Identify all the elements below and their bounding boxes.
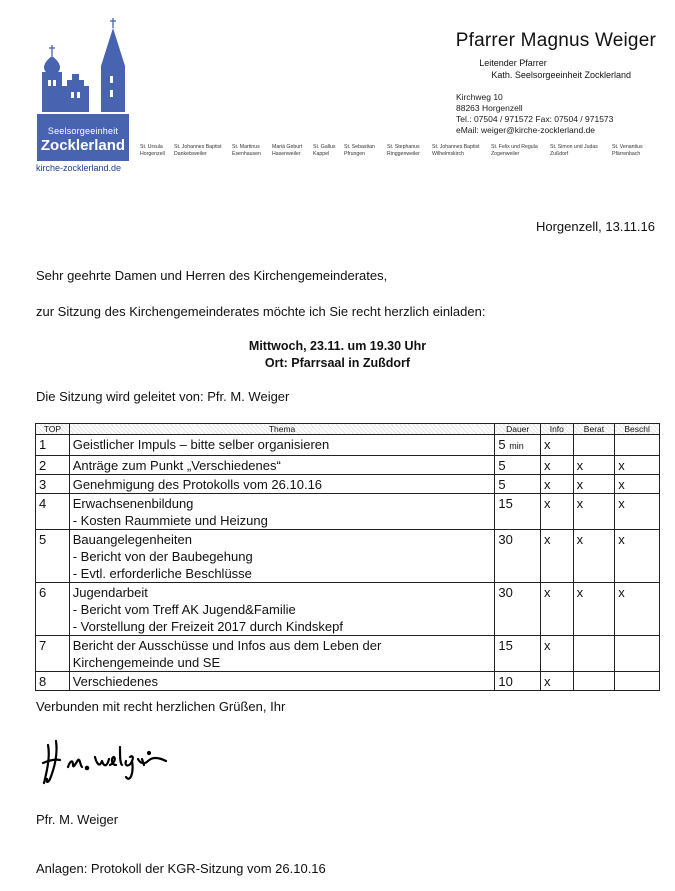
agenda-beschl: x [615,456,660,475]
agenda-berat: x [573,583,615,636]
parish-item: St. Simon und Judas Zußdorf [550,144,598,157]
agenda-topic: Verschiedenes [69,672,495,691]
agenda-beschl [615,672,660,691]
header-beschl: Beschl [615,424,660,435]
agenda-duration: 10 [495,672,541,691]
parish-item: St. Sebastian Pfrungen [344,144,375,157]
parish-item: St. Martinus Esenhausen [232,144,261,157]
agenda-topic: Jugendarbeit - Bericht vom Treff AK Jugend&Familie - Vorstellung der Freizeit 2017 durch Kindskepf [69,583,495,636]
agenda-duration: 30 [495,530,541,583]
website-link[interactable]: kirche-zocklerland.de [36,163,122,173]
sender-street: Kirchweg 10 [456,92,503,102]
agenda-row [36,636,660,672]
meeting-place: Ort: Pfarrsaal in Zußdorf [264,356,411,370]
agenda-table [35,423,660,691]
logo-line1: Seelsorgeeinheit [47,126,119,136]
agenda-topic: Bericht der Ausschüsse und Infos aus dem Leben der Kirchengemeinde und SE [69,636,495,672]
sender-role: Leitender Pfarrer [479,58,547,68]
agenda-duration: 15 [495,494,541,530]
agenda-berat [573,636,615,672]
agenda-top: 1 [36,435,70,456]
agenda-beschl: x [615,530,660,583]
agenda-topic: Anträge zum Punkt „Verschiedenes“ [69,456,495,475]
agenda-row [36,494,660,530]
agenda-top: 2 [36,456,70,475]
agenda-berat [573,672,615,691]
parish-item: St. Felix und Regula Zogenweiler [491,144,538,157]
parish-item: St. Johannes Baptist Wilhelmskirch [432,144,480,157]
sender-org: Kath. Seelsorgeeinheit Zocklerland [491,70,631,80]
logo-line2: Zocklerland [40,137,126,154]
agenda-topic: Genehmigung des Protokolls vom 26.10.16 [69,475,495,494]
agenda-top: 7 [36,636,70,672]
agenda-beschl: x [615,583,660,636]
sender-name: Pfarrer Magnus Weiger [455,30,656,51]
agenda-top: 4 [36,494,70,530]
agenda-info: x [540,456,573,475]
parish-item: St. Johannes Baptist Danketsweiler [174,144,222,157]
agenda-top: 5 [36,530,70,583]
sender-phone: Tel.: 07504 / 971572 Fax: 07504 / 971573 [456,114,614,124]
meeting-info [0,338,675,372]
agenda-top: 8 [36,672,70,691]
parish-item: St. Ursula Horgenzell [140,144,165,157]
meeting-time: Mittwoch, 23.11. um 19.30 Uhr [248,339,427,353]
agenda-beschl [615,636,660,672]
header-info: Info [540,424,573,435]
agenda-row [36,672,660,691]
header-berat: Berat [573,424,615,435]
header-thema: Thema [69,424,495,435]
sender-email[interactable]: eMail: weiger@kirche-zocklerland.de [456,125,596,135]
agenda-top: 3 [36,475,70,494]
parish-item: St. Venantius Pfärrenbach [612,144,643,157]
parish-item: Mariä Geburt Hasenweiler [272,144,303,157]
agenda-info: x [540,636,573,672]
sender-block [420,30,656,80]
header-dauer: Dauer [495,424,541,435]
agenda-beschl: x [615,475,660,494]
closing-text: Verbunden mit recht herzlichen Grüßen, Ihr [36,699,286,714]
agenda-duration: 5 [495,456,541,475]
agenda-info: x [540,672,573,691]
agenda-top: 6 [36,583,70,636]
agenda-berat: x [573,475,615,494]
agenda-berat: x [573,530,615,583]
agenda-row [36,530,660,583]
agenda-info: x [540,475,573,494]
agenda-info: x [540,583,573,636]
agenda-berat: x [573,456,615,475]
attachments-text: Anlagen: Protokoll der KGR-Sitzung vom 26.10.16 [36,861,326,876]
agenda-row [36,435,660,456]
agenda-beschl: x [615,494,660,530]
agenda-beschl [615,435,660,456]
agenda-duration: 5 [495,475,541,494]
agenda-topic: Geistlicher Impuls – bitte selber organisieren [69,435,495,456]
agenda-header-row [36,424,660,435]
agenda-row [36,456,660,475]
agenda-duration: 15 [495,636,541,672]
agenda-row [36,475,660,494]
sender-address [456,92,613,136]
parish-item: St. Gallus Kappel [313,144,336,157]
agenda-duration: 5 min [495,435,541,456]
agenda-berat [573,435,615,456]
agenda-info: x [540,435,573,456]
agenda-berat: x [573,494,615,530]
invitation-text: zur Sitzung des Kirchengemeinderates möchte ich Sie recht herzlich einladen: [36,304,486,319]
letter-date: Horgenzell, 13.11.16 [535,219,655,234]
salutation: Sehr geehrte Damen und Herren des Kirchengemeinderates, [36,268,388,283]
chair-text: Die Sitzung wird geleitet von: Pfr. M. Weiger [36,389,290,404]
header-top: TOP [36,424,70,435]
parish-item: St. Stephanus Ringgenweiler [387,144,420,157]
agenda-topic: Bauangelegenheiten - Bericht von der Baubegehung - Evtl. erforderliche Beschlüsse [69,530,495,583]
signature-name: Pfr. M. Weiger [36,812,119,827]
sender-city: 88263 Horgenzell [456,103,523,113]
agenda-row [36,583,660,636]
agenda-info: x [540,530,573,583]
agenda-topic: Erwachsenenbildung - Kosten Raummiete und Heizung [69,494,495,530]
agenda-duration: 30 [495,583,541,636]
agenda-info: x [540,494,573,530]
handwritten-signature [40,733,180,793]
